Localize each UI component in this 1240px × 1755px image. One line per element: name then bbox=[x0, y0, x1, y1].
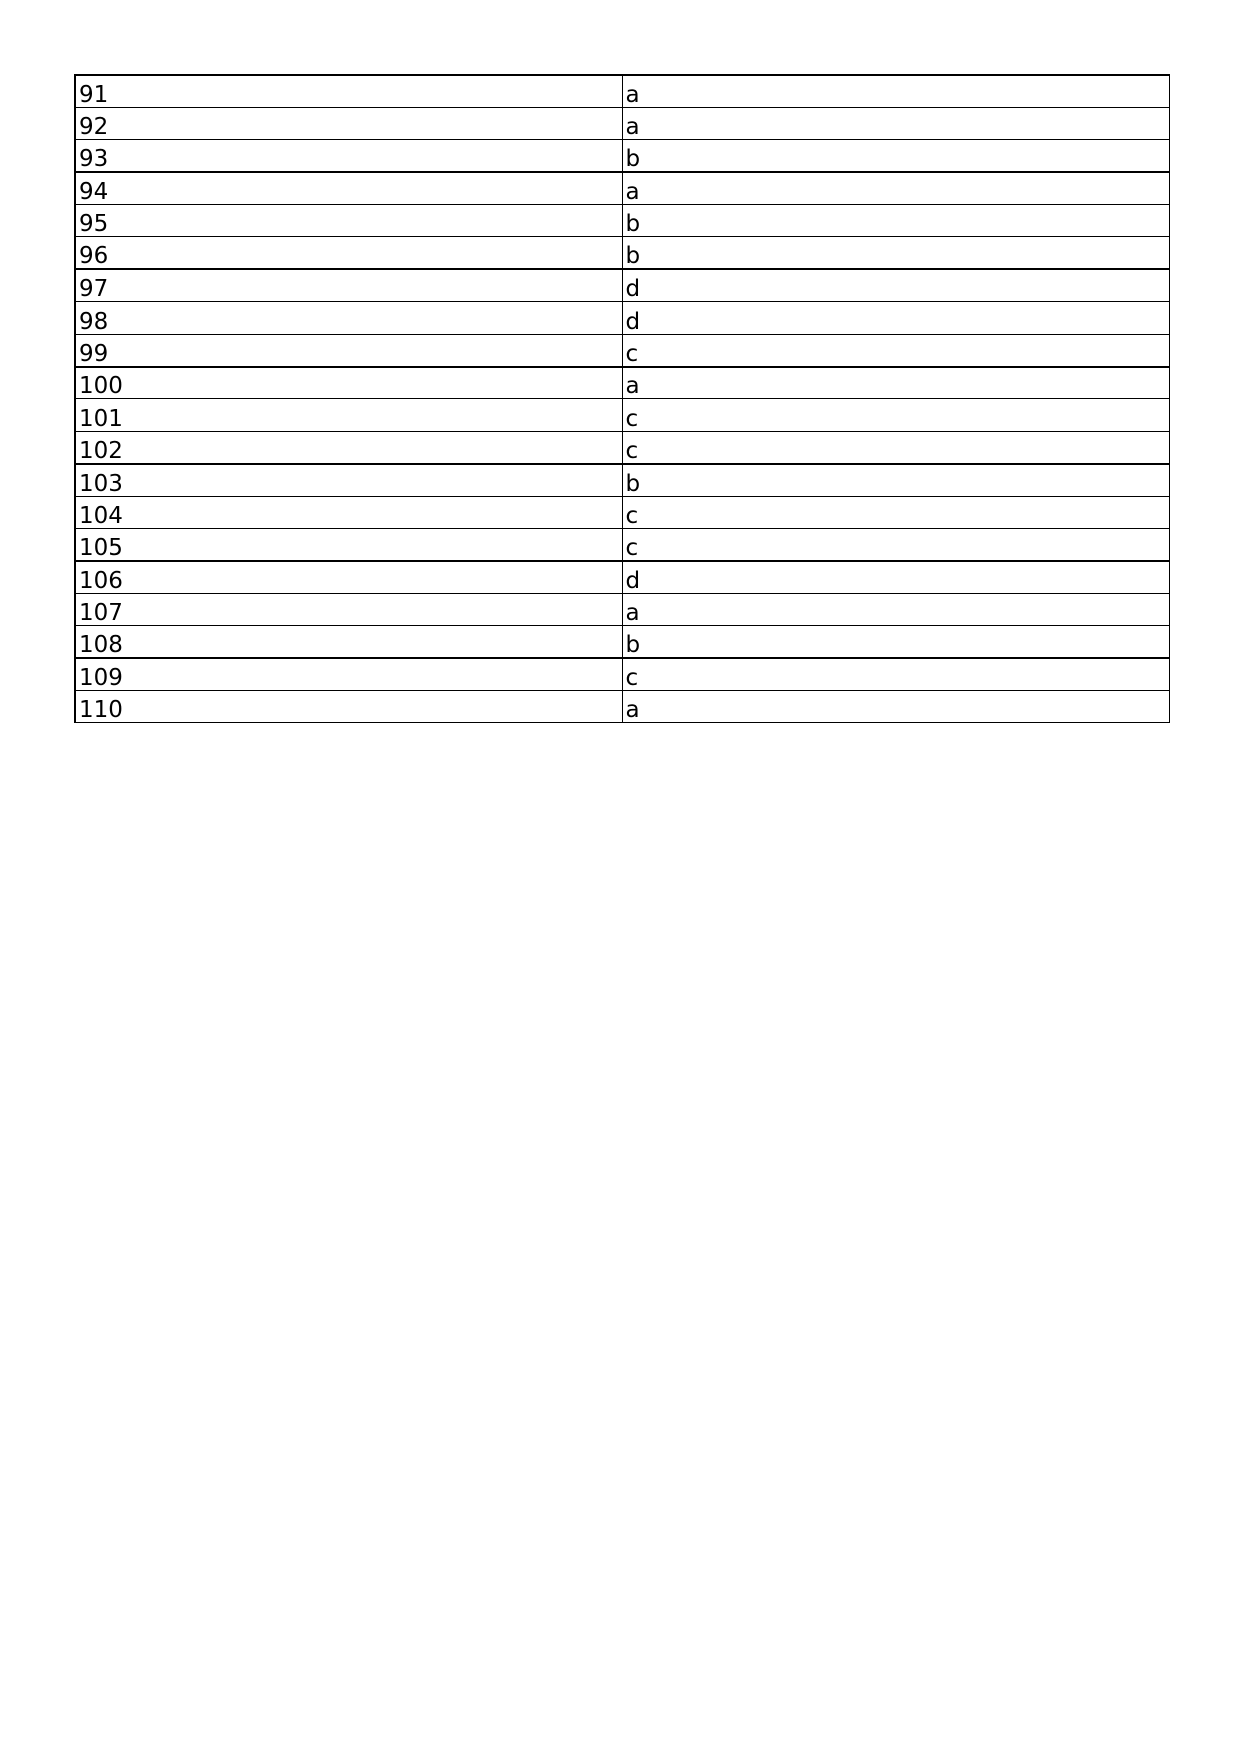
answer-cell: c bbox=[622, 431, 1169, 463]
table-row bbox=[75, 464, 1169, 496]
table-row bbox=[75, 496, 1169, 528]
question-number-cell: 97 bbox=[75, 269, 622, 301]
question-number-cell: 106 bbox=[75, 561, 622, 593]
answer-cell: a bbox=[622, 75, 1169, 107]
answer-cell: c bbox=[622, 399, 1169, 431]
answer-cell: b bbox=[622, 140, 1169, 172]
question-number-cell: 98 bbox=[75, 302, 622, 334]
table-row bbox=[75, 205, 1169, 237]
question-number-cell: 107 bbox=[75, 593, 622, 625]
question-number-cell: 93 bbox=[75, 140, 622, 172]
question-number-cell: 94 bbox=[75, 172, 622, 204]
table-row bbox=[75, 626, 1169, 658]
table-row bbox=[75, 431, 1169, 463]
question-number-cell: 103 bbox=[75, 464, 622, 496]
question-number-cell: 91 bbox=[75, 75, 622, 107]
answer-cell: a bbox=[622, 367, 1169, 399]
answer-table-body bbox=[75, 75, 1169, 723]
table-row bbox=[75, 302, 1169, 334]
table-row bbox=[75, 75, 1169, 107]
table-row bbox=[75, 399, 1169, 431]
answer-cell: d bbox=[622, 561, 1169, 593]
question-number-cell: 96 bbox=[75, 237, 622, 269]
table-row bbox=[75, 172, 1169, 204]
question-number-cell: 102 bbox=[75, 431, 622, 463]
answer-cell: c bbox=[622, 496, 1169, 528]
answer-cell: b bbox=[622, 626, 1169, 658]
answer-cell: a bbox=[622, 107, 1169, 139]
table-row bbox=[75, 690, 1169, 722]
answer-cell: a bbox=[622, 690, 1169, 722]
answer-cell: c bbox=[622, 658, 1169, 690]
question-number-cell: 110 bbox=[75, 690, 622, 722]
answer-cell: a bbox=[622, 593, 1169, 625]
question-number-cell: 92 bbox=[75, 107, 622, 139]
answer-cell: a bbox=[622, 172, 1169, 204]
answer-cell: c bbox=[622, 334, 1169, 366]
table-row bbox=[75, 237, 1169, 269]
answer-cell: c bbox=[622, 528, 1169, 560]
answer-cell: d bbox=[622, 302, 1169, 334]
answer-cell: b bbox=[622, 205, 1169, 237]
answer-table bbox=[74, 74, 1170, 723]
answer-cell: b bbox=[622, 237, 1169, 269]
table-row bbox=[75, 334, 1169, 366]
question-number-cell: 108 bbox=[75, 626, 622, 658]
table-row bbox=[75, 528, 1169, 560]
answer-cell: d bbox=[622, 269, 1169, 301]
question-number-cell: 101 bbox=[75, 399, 622, 431]
question-number-cell: 104 bbox=[75, 496, 622, 528]
answer-cell: b bbox=[622, 464, 1169, 496]
question-number-cell: 95 bbox=[75, 205, 622, 237]
table-row bbox=[75, 561, 1169, 593]
question-number-cell: 100 bbox=[75, 367, 622, 399]
table-row bbox=[75, 269, 1169, 301]
table-row bbox=[75, 367, 1169, 399]
table-row bbox=[75, 658, 1169, 690]
table-row bbox=[75, 107, 1169, 139]
question-number-cell: 109 bbox=[75, 658, 622, 690]
question-number-cell: 99 bbox=[75, 334, 622, 366]
table-row bbox=[75, 140, 1169, 172]
question-number-cell: 105 bbox=[75, 528, 622, 560]
table-row bbox=[75, 593, 1169, 625]
